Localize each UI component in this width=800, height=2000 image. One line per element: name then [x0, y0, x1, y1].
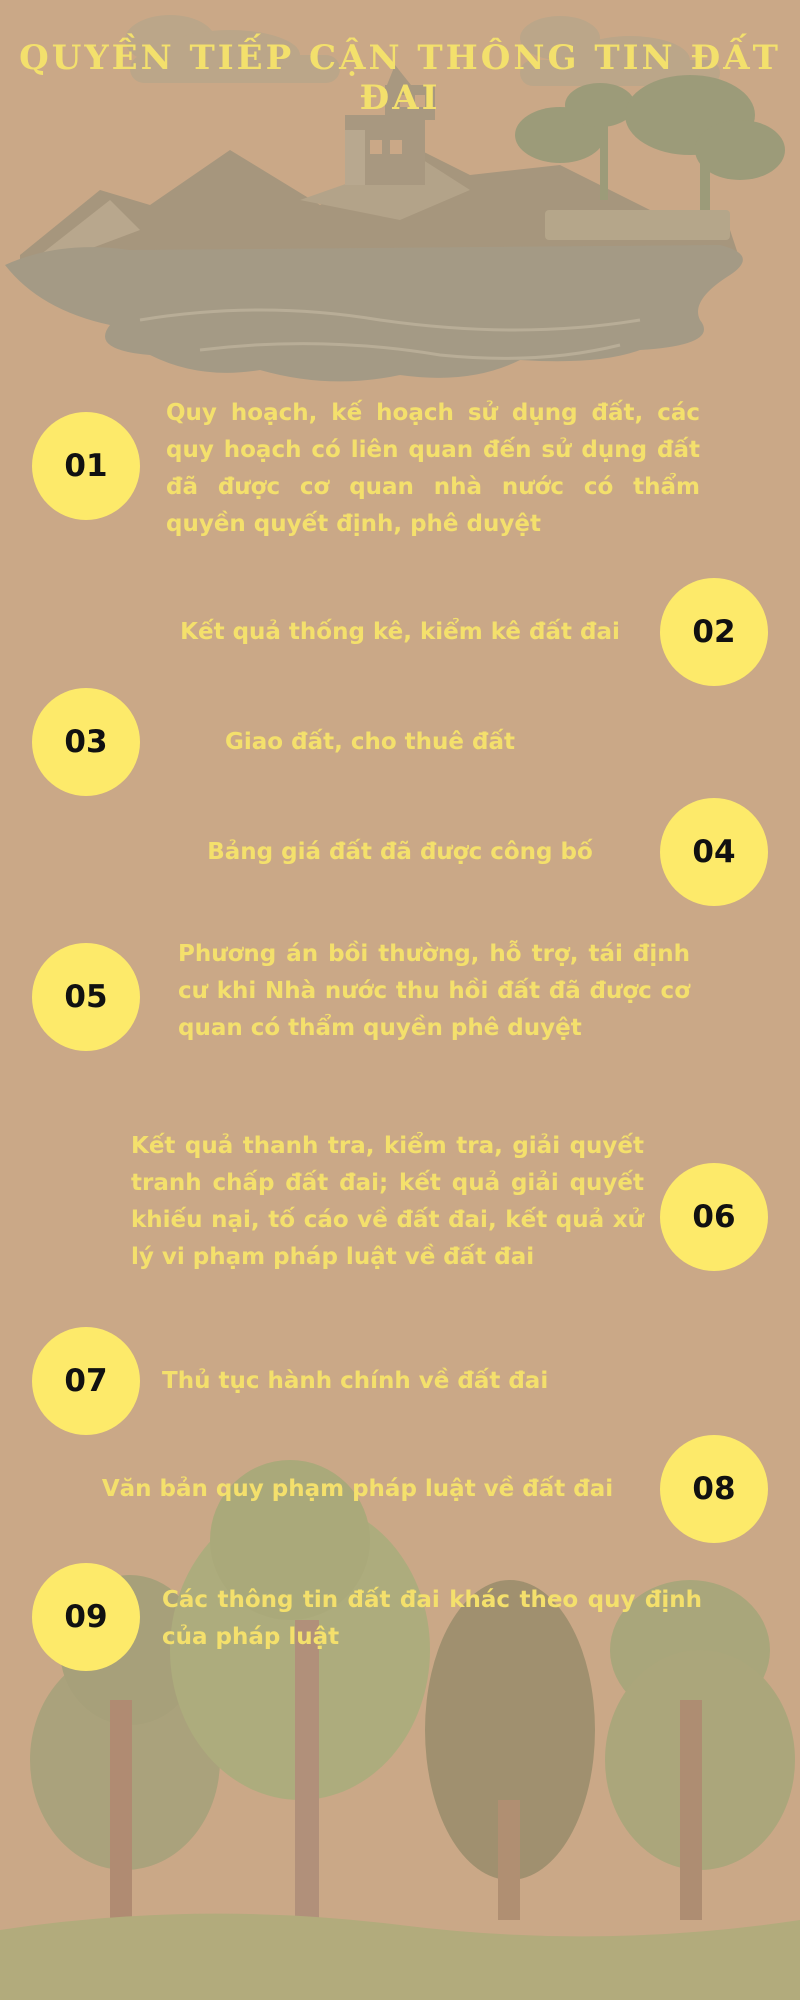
item-text-07: Thủ tục hành chính về đất đai	[162, 1368, 549, 1394]
item-number-badge-02: 02	[660, 578, 768, 686]
item-text-03: Giao đất, cho thuê đất	[225, 729, 515, 755]
item-text-01: Quy hoạch, kế hoạch sử dụng đất, các quy hoạch có liên quan đến sử dụng đất đã được cơ quan nhà nước có thẩm quyền quyết định, phê duyệt	[166, 400, 700, 537]
item-number-badge-08: 08	[660, 1435, 768, 1543]
item-number-badge-01: 01	[32, 412, 140, 520]
item-text-09: Các thông tin đất đai khác theo quy định của pháp luật	[162, 1587, 702, 1650]
item-number-badge-05: 05	[32, 943, 140, 1051]
item-text-04: Bảng giá đất đã được công bố	[207, 839, 593, 865]
item-text-02: Kết quả thống kê, kiểm kê đất đai	[180, 619, 620, 645]
forest-illustration	[0, 1460, 800, 2000]
item-number-badge-06: 06	[660, 1163, 768, 1271]
item-text-08: Văn bản quy phạm pháp luật về đất đai	[101, 1476, 614, 1502]
lake-illustration	[5, 245, 743, 381]
item-text-06: Kết quả thanh tra, kiểm tra, giải quyết tranh chấp đất đai; kết quả giải quyết khiếu nại, tố cáo về đất đai, kết quả xử lý vi phạm pháp luật về đất đai	[131, 1133, 644, 1270]
item-text-05: Phương án bồi thường, hỗ trợ, tái định cư khi Nhà nước thu hồi đất đã được cơ quan có thẩm quyền phê duyệt	[178, 941, 690, 1041]
item-number-badge-04: 04	[660, 798, 768, 906]
item-number-badge-09: 09	[32, 1563, 140, 1671]
page-title: QUYỀN TIẾP CẬN THÔNG TIN ĐẤT ĐAI	[19, 38, 781, 118]
item-number-badge-07: 07	[32, 1327, 140, 1435]
item-number-badge-03: 03	[32, 688, 140, 796]
